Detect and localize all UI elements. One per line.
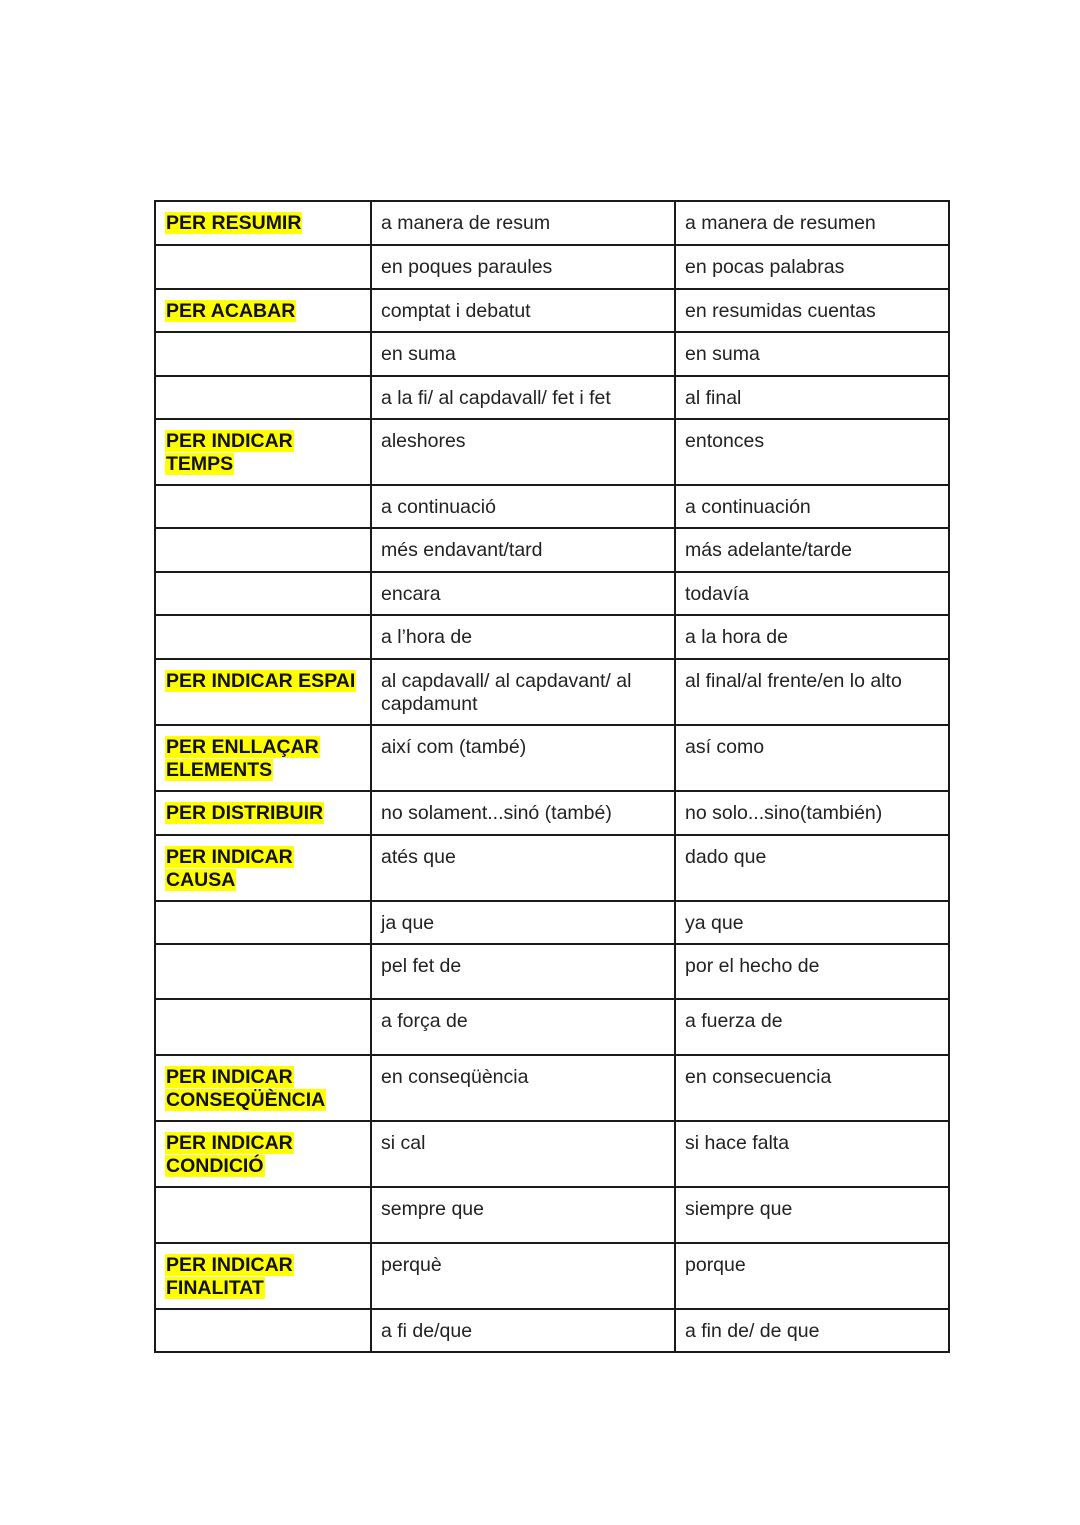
table-row	[155, 1309, 949, 1352]
spanish-cell: a manera de resumen	[675, 201, 949, 245]
category-label: PER INDICAR CAUSA	[166, 846, 293, 891]
category-cell	[155, 944, 371, 999]
catalan-cell: aleshores	[371, 419, 675, 485]
category-cell	[155, 835, 371, 901]
catalan-cell: sempre que	[371, 1187, 675, 1243]
table-row	[155, 659, 949, 725]
spanish-cell: a fuerza de	[675, 999, 949, 1055]
spanish-cell: todavía	[675, 572, 949, 615]
category-label: PER INDICAR CONSEQÜÈNCIA	[166, 1066, 326, 1111]
spanish-cell: en consecuencia	[675, 1055, 949, 1121]
table-row	[155, 201, 949, 245]
category-cell	[155, 725, 371, 791]
category-cell	[155, 1187, 371, 1243]
category-cell	[155, 901, 371, 944]
table-row	[155, 999, 949, 1055]
connectors-table	[154, 200, 950, 1353]
spanish-cell: siempre que	[675, 1187, 949, 1243]
spanish-cell: entonces	[675, 419, 949, 485]
table-row	[155, 791, 949, 835]
table-row	[155, 376, 949, 419]
table-row	[155, 1187, 949, 1243]
spanish-cell: así como	[675, 725, 949, 791]
spanish-cell: porque	[675, 1243, 949, 1309]
table-row	[155, 419, 949, 485]
catalan-cell: ja que	[371, 901, 675, 944]
category-cell	[155, 245, 371, 289]
category-cell	[155, 376, 371, 419]
catalan-cell: a l’hora de	[371, 615, 675, 659]
category-cell	[155, 659, 371, 725]
spanish-cell: al final	[675, 376, 949, 419]
table-row	[155, 835, 949, 901]
table-row	[155, 289, 949, 332]
catalan-cell: atés que	[371, 835, 675, 901]
catalan-cell: perquè	[371, 1243, 675, 1309]
catalan-cell: no solament...sinó (també)	[371, 791, 675, 835]
spanish-cell: a fin de/ de que	[675, 1309, 949, 1352]
catalan-cell: en poques paraules	[371, 245, 675, 289]
category-cell	[155, 1121, 371, 1187]
category-label: PER INDICAR ESPAI	[166, 670, 356, 692]
category-cell	[155, 485, 371, 528]
category-label: PER ENLLAÇAR ELEMENTS	[166, 736, 319, 781]
category-cell	[155, 1309, 371, 1352]
table-row	[155, 1121, 949, 1187]
category-label: PER INDICAR CONDICIÓ	[166, 1132, 293, 1177]
table-row	[155, 572, 949, 615]
spanish-cell: más adelante/tarde	[675, 528, 949, 572]
table-row	[155, 725, 949, 791]
table-row	[155, 615, 949, 659]
catalan-cell: així com (també)	[371, 725, 675, 791]
table-row	[155, 1055, 949, 1121]
spanish-cell: por el hecho de	[675, 944, 949, 999]
category-cell	[155, 615, 371, 659]
catalan-cell: encara	[371, 572, 675, 615]
category-cell	[155, 528, 371, 572]
spanish-cell: en pocas palabras	[675, 245, 949, 289]
catalan-cell: a la fi/ al capdavall/ fet i fet	[371, 376, 675, 419]
catalan-cell: a fi de/que	[371, 1309, 675, 1352]
catalan-cell: si cal	[371, 1121, 675, 1187]
catalan-cell: comptat i debatut	[371, 289, 675, 332]
spanish-cell: a continuación	[675, 485, 949, 528]
spanish-cell: al final/al frente/en lo alto	[675, 659, 949, 725]
category-label: PER RESUMIR	[166, 212, 302, 234]
category-cell	[155, 201, 371, 245]
catalan-cell: en conseqüència	[371, 1055, 675, 1121]
category-label: PER INDICAR FINALITAT	[166, 1254, 293, 1299]
catalan-cell: en suma	[371, 332, 675, 376]
spanish-cell: en resumidas cuentas	[675, 289, 949, 332]
table-row	[155, 901, 949, 944]
table-row	[155, 528, 949, 572]
category-label: PER DISTRIBUIR	[166, 802, 324, 824]
spanish-cell: dado que	[675, 835, 949, 901]
catalan-cell: a força de	[371, 999, 675, 1055]
table-row	[155, 245, 949, 289]
catalan-cell: al capdavall/ al capdavant/ al capdamunt	[371, 659, 675, 725]
category-cell	[155, 791, 371, 835]
category-cell	[155, 289, 371, 332]
table-row	[155, 944, 949, 999]
spanish-cell: en suma	[675, 332, 949, 376]
category-label: PER ACABAR	[166, 300, 296, 322]
spanish-cell: ya que	[675, 901, 949, 944]
table-row	[155, 1243, 949, 1309]
category-cell	[155, 1243, 371, 1309]
category-cell	[155, 332, 371, 376]
spanish-cell: no solo...sino(también)	[675, 791, 949, 835]
catalan-cell: pel fet de	[371, 944, 675, 999]
catalan-cell: a continuació	[371, 485, 675, 528]
category-cell	[155, 999, 371, 1055]
spanish-cell: si hace falta	[675, 1121, 949, 1187]
table-row	[155, 332, 949, 376]
category-cell	[155, 572, 371, 615]
catalan-cell: més endavant/tard	[371, 528, 675, 572]
category-cell	[155, 1055, 371, 1121]
category-label: PER INDICAR TEMPS	[166, 430, 293, 475]
category-cell	[155, 419, 371, 485]
catalan-cell: a manera de resum	[371, 201, 675, 245]
spanish-cell: a la hora de	[675, 615, 949, 659]
table-row	[155, 485, 949, 528]
